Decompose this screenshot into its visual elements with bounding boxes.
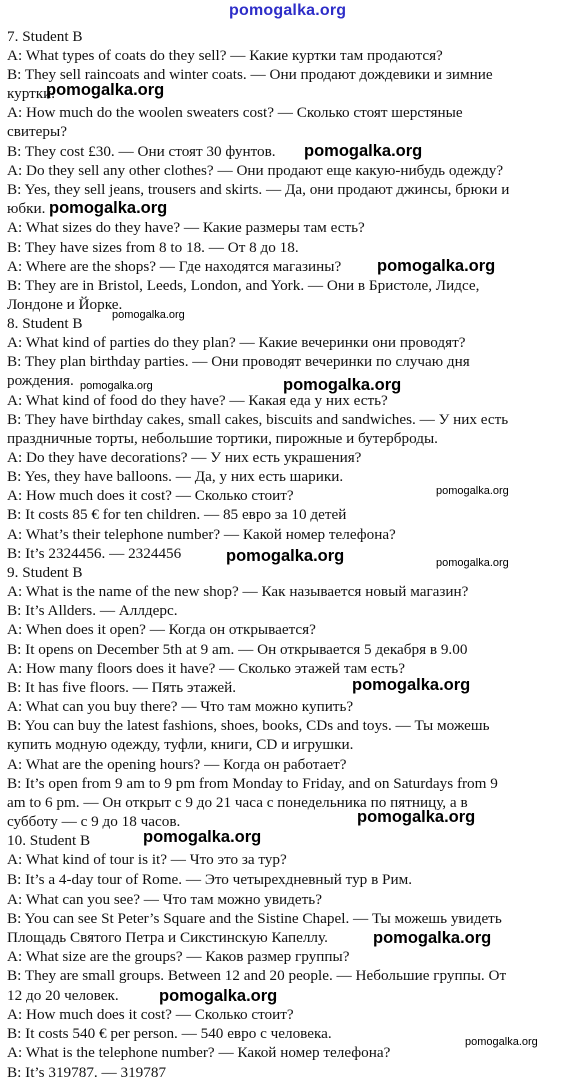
text-line: B: They are in Bristol, Leeds, London, and York. — Они в Бристоле, Лидсе, <box>7 277 480 294</box>
text-line: B: Yes, they have balloons. — Да, у них есть шарики. <box>7 468 344 485</box>
text-line: A: What types of coats do they sell? — Какие куртки там продаются? <box>7 47 443 64</box>
text-line: A: What size are the groups? — Каков размер группы? <box>7 948 350 965</box>
text-line: 9. Student B <box>7 564 83 581</box>
watermark-text: pomogalka.org <box>283 376 402 394</box>
text-line: B: It opens on December 5th at 9 am. — Он открывается 5 декабря в 9.00 <box>7 641 468 658</box>
text-line: A: What kind of food do they have? — Какая еда у них есть? <box>7 392 388 409</box>
text-line: B: It’s Allders. — Аллдерс. <box>7 602 178 619</box>
watermark-text: pomogalka.org <box>465 1036 538 1048</box>
text-line: B: It’s 319787. — 319787 <box>7 1064 167 1081</box>
watermark-text: pomogalka.org <box>357 808 476 826</box>
text-line: A: How many floors does it have? — Сколько этажей там есть? <box>7 660 405 677</box>
text-line: A: How much does it cost? — Сколько стоит? <box>7 1006 294 1023</box>
watermark-text: pomogalka.org <box>143 828 262 846</box>
text-line: A: Do they sell any other clothes? — Они продают еще какую-нибудь одежду? <box>7 162 504 179</box>
text-line: B: It costs 540 € per person. — 540 евро с человека. <box>7 1025 332 1042</box>
watermark-text: pomogalka.org <box>80 380 153 392</box>
text-line: свитеры? <box>7 123 67 140</box>
text-line: A: What can you buy there? — Что там можно купить? <box>7 698 354 715</box>
text-line: купить модную одежду, туфли, книги, CD и игрушки. <box>7 736 354 753</box>
text-line: A: When does it open? — Когда он открывается? <box>7 621 316 638</box>
text-line: A: What is the name of the new shop? — Как называется новый магазин? <box>7 583 469 600</box>
text-line: 12 до 20 человек. <box>7 987 119 1004</box>
text-line: рождения. <box>7 372 74 389</box>
text-line: A: What can you see? — Что там можно увидеть? <box>7 891 322 908</box>
text-line: am to 6 pm. — Он открыт с 9 до 21 часа с понедельника по пятницу, а в <box>7 794 468 811</box>
watermark-text: pomogalka.org <box>436 557 509 569</box>
text-line: B: It has five floors. — Пять этажей. <box>7 679 237 696</box>
text-line: субботу — с 9 до 18 часов. <box>7 813 181 830</box>
watermark-text: pomogalka.org <box>49 199 168 217</box>
text-line: A: What are the opening hours? — Когда он работает? <box>7 756 347 773</box>
text-line: Площадь Святого Петра и Сикстинскую Капеллу. <box>7 929 328 946</box>
text-line: A: Where are the shops? — Где находятся магазины? <box>7 258 342 275</box>
text-line: A: What is the telephone number? — Какой номер телефона? <box>7 1044 391 1061</box>
text-line: куртки. <box>7 85 56 102</box>
watermark-text: pomogalka.org <box>373 929 492 947</box>
text-line: 7. Student B <box>7 28 83 45</box>
text-line: B: They plan birthday parties. — Они проводят вечеринки по случаю дня <box>7 353 470 370</box>
watermark-text: pomogalka.org <box>304 142 423 160</box>
header-watermark: pomogalka.org <box>229 2 347 19</box>
text-line: 8. Student B <box>7 315 83 332</box>
text-line: A: Do they have decorations? — У них есть украшения? <box>7 449 362 466</box>
text-line: B: They are small groups. Between 12 and 20 people. — Небольшие группы. От <box>7 967 507 984</box>
watermark-text: pomogalka.org <box>46 81 165 99</box>
text-line: A: What’s their telephone number? — Какой номер телефона? <box>7 526 396 543</box>
text-line: праздничные торты, небольшие тортики, пирожные и бутерброды. <box>7 430 438 447</box>
text-line: B: They cost £30. — Они стоят 30 фунтов. <box>7 143 276 160</box>
text-line: B: They have sizes from 8 to 18. — От 8 до 18. <box>7 239 299 256</box>
text-line: Лондоне и Йорке. <box>7 296 123 313</box>
text-line: B: It costs 85 € for ten children. — 85 евро за 10 детей <box>7 506 347 523</box>
text-line: B: It’s a 4-day tour of Rome. — Это четырехдневный тур в Рим. <box>7 871 413 888</box>
text-line: A: How much does it cost? — Сколько стоит? <box>7 487 294 504</box>
text-line: B: It’s open from 9 am to 9 pm from Monday to Friday, and on Saturdays from 9 <box>7 775 498 792</box>
text-line: B: It’s 2324456. — 2324456 <box>7 545 182 562</box>
watermark-text: pomogalka.org <box>112 309 185 321</box>
text-line: юбки. <box>7 200 46 217</box>
watermark-text: pomogalka.org <box>436 485 509 497</box>
text-line: B: You can see St Peter’s Square and the Sistine Chapel. — Ты можешь увидеть <box>7 910 502 927</box>
watermark-text: pomogalka.org <box>352 676 471 694</box>
text-line: B: They have birthday cakes, small cakes, biscuits and sandwiches. — У них есть <box>7 411 509 428</box>
text-line: A: What sizes do they have? — Какие размеры там есть? <box>7 219 365 236</box>
text-line: A: What kind of tour is it? — Что это за тур? <box>7 851 287 868</box>
text-line: A: What kind of parties do they plan? — Какие вечеринки они проводят? <box>7 334 466 351</box>
watermark-text: pomogalka.org <box>377 257 496 275</box>
text-line: B: Yes, they sell jeans, trousers and skirts. — Да, они продают джинсы, брюки и <box>7 181 510 198</box>
text-line: A: How much do the woolen sweaters cost? — Сколько стоят шерстяные <box>7 104 463 121</box>
text-line: B: You can buy the latest fashions, shoes, books, CDs and toys. — Ты можешь <box>7 717 490 734</box>
text-line: B: They sell raincoats and winter coats. — Они продают дождевики и зимние <box>7 66 493 83</box>
text-line: 10. Student B <box>7 832 91 849</box>
watermark-text: pomogalka.org <box>226 547 345 565</box>
watermark-text: pomogalka.org <box>159 987 278 1005</box>
